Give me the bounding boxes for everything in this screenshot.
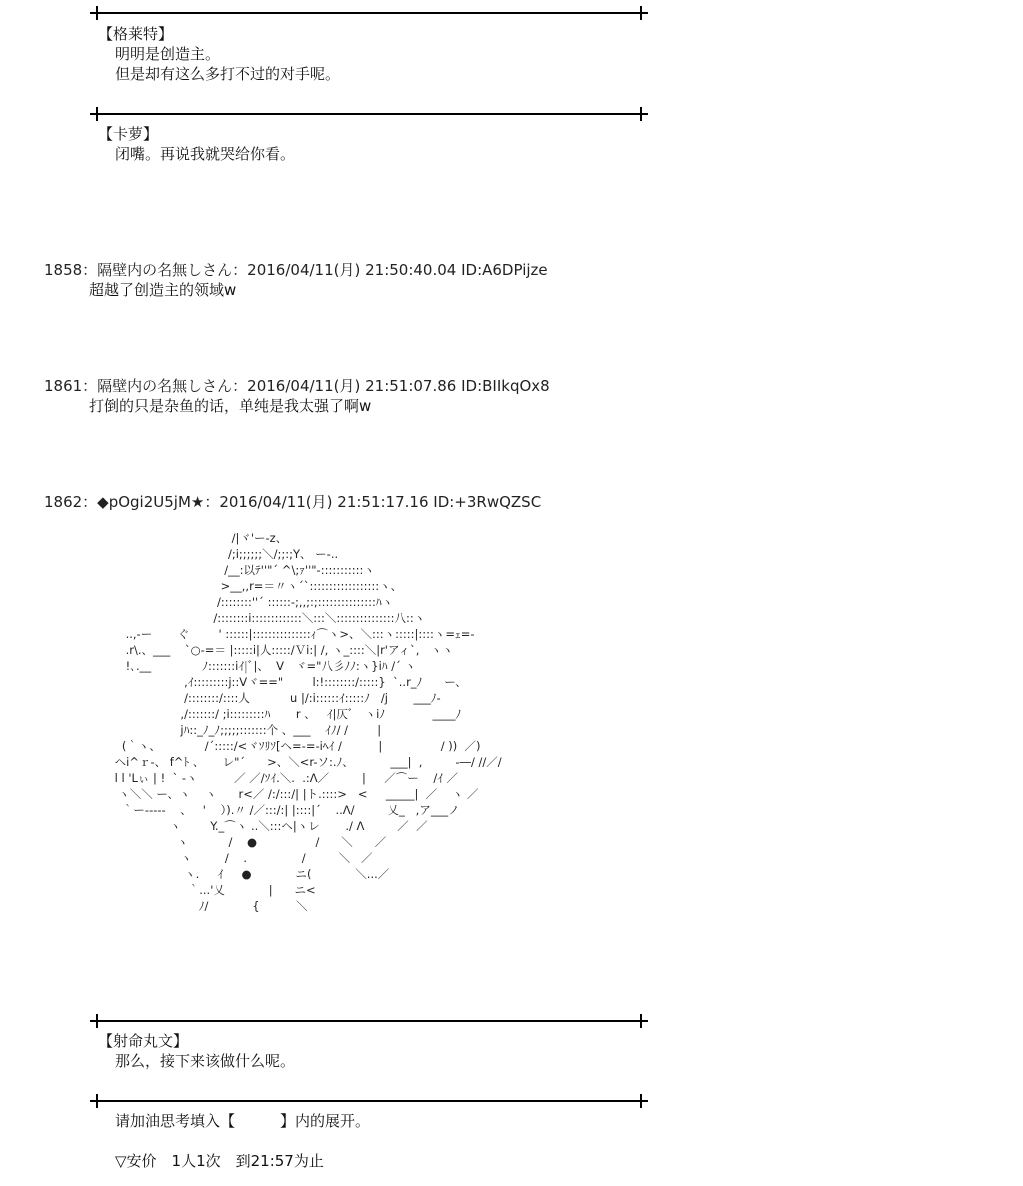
dialogue-line: 那么，接下来该做什么呢。: [115, 1052, 296, 1070]
dialogue-line: 闭嘴。再说我就哭给你看。: [115, 145, 296, 163]
speaker-name: 【格莱特】: [98, 25, 174, 43]
ascii-art: /|ヾ'ー-z、 /;i;;;;;;＼/;;:;Y、 ー-.. /__:以ﾃ''"´ ^\;ｧ''"-:::::::::::ヽ >__,,r=＝〃ヽ´`::::::::::::::::::ヽ、 /::::::::''´ ::::::-;,,;:;:::::::::::::::ﾊヽ /::::::::i:::::::::::::＼:::＼:::::::::::::::八::ヽ ..,-ー ぐ ' ::::::|:::::::::::::::ｨ⌒ヽ>、＼:::ヽ:::::|::::ヽ=ｪ=- .r\.、___ `○-=＝ |:::::i|人:::::/Ｖi:| /, ヽ_::::＼|r'アィ`, ヽヽ !､.__ ﾉ:::::::iｲ|ﾞ|、 V ヾ="八彡ﾉﾉ:ヽ}iﾊ /´ ヽ ,ｲ:::::::::j::Vヾ==" l:!::::::::/:::::} `..r_ﾉ ー、 /::::::::/::::人 u |/:i::::::ｲ:::::ﾉ /j ___ﾉ- ,/:::::::/ ;i:::::::::ﾊ r 、 ｲ|仄ﾞ ヽiﾉ ____ﾉ jﾊ::_ﾉ_ﾉ;;;;;:::::::个 、___ ｲﾉ/ / | (｀ヽ、 /´:::::/<ヾｿﾘｿ[ヘ=-=-iﾍｲ / | / )) ／) ヘi^ｒ-、 f^ﾄ 、 レ"´ >、＼<r-ソ:.ﾉ、 ___| , -―/ //／/ l l 'Lぃ | ! ` ‐ヽ ／ ／/ｿｲ.＼. .:Λ／ | ／⌒ー /ｲ ／ ヽ＼＼ ー、ヽ ヽ r<／ /:/:::/| |ト.::::> < _____| ／ ヽ ／ ｀ー----- 、 ' ）).〃 /／:::/:| |::::|´ ..Λ/ 乂_ ,ア___ノ ヽ Y._⌒ヽ ..＼:::ヘ|ヽレ ./ Λ ／ ／ ヽ / ● / ＼ ／ ヽ / . / ＼ ／ ヽ. ｲ ● ニ( ＼...／ ｀...'乂 | ニ< ﾉ/ { ＼: [114, 531, 502, 913]
dialogue-line: 明明是创造主。: [115, 45, 221, 63]
vote-rule-line: ▽安价 1人1次 到21:57为止: [115, 1152, 324, 1170]
post-body: 超越了创造主的领域w: [89, 281, 237, 299]
divider: [90, 1014, 648, 1028]
prompt-line: 请加油思考填入【 】内的展开。: [115, 1112, 371, 1130]
post-header: 1858：隔壁内の名無しさん：2016/04/11(月) 21:50:40.04 ID:A6DPijze: [44, 261, 548, 279]
divider: [90, 107, 648, 121]
divider: [90, 1094, 648, 1108]
dialogue-line: 但是却有这么多打不过的对手呢。: [115, 65, 341, 83]
speaker-name: 【卡萝】: [98, 125, 159, 143]
post-body: 打倒的只是杂鱼的话，单纯是我太强了啊w: [89, 397, 372, 415]
divider-top: [90, 6, 648, 20]
post-header: 1862：◆pOgi2U5jM★：2016/04/11(月) 21:51:17.16 ID:+3RwQZSC: [44, 493, 542, 511]
post-header: 1861：隔壁内の名無しさん：2016/04/11(月) 21:51:07.86 ID:BIIkqOx8: [44, 377, 550, 395]
speaker-name: 【射命丸文】: [98, 1032, 189, 1050]
